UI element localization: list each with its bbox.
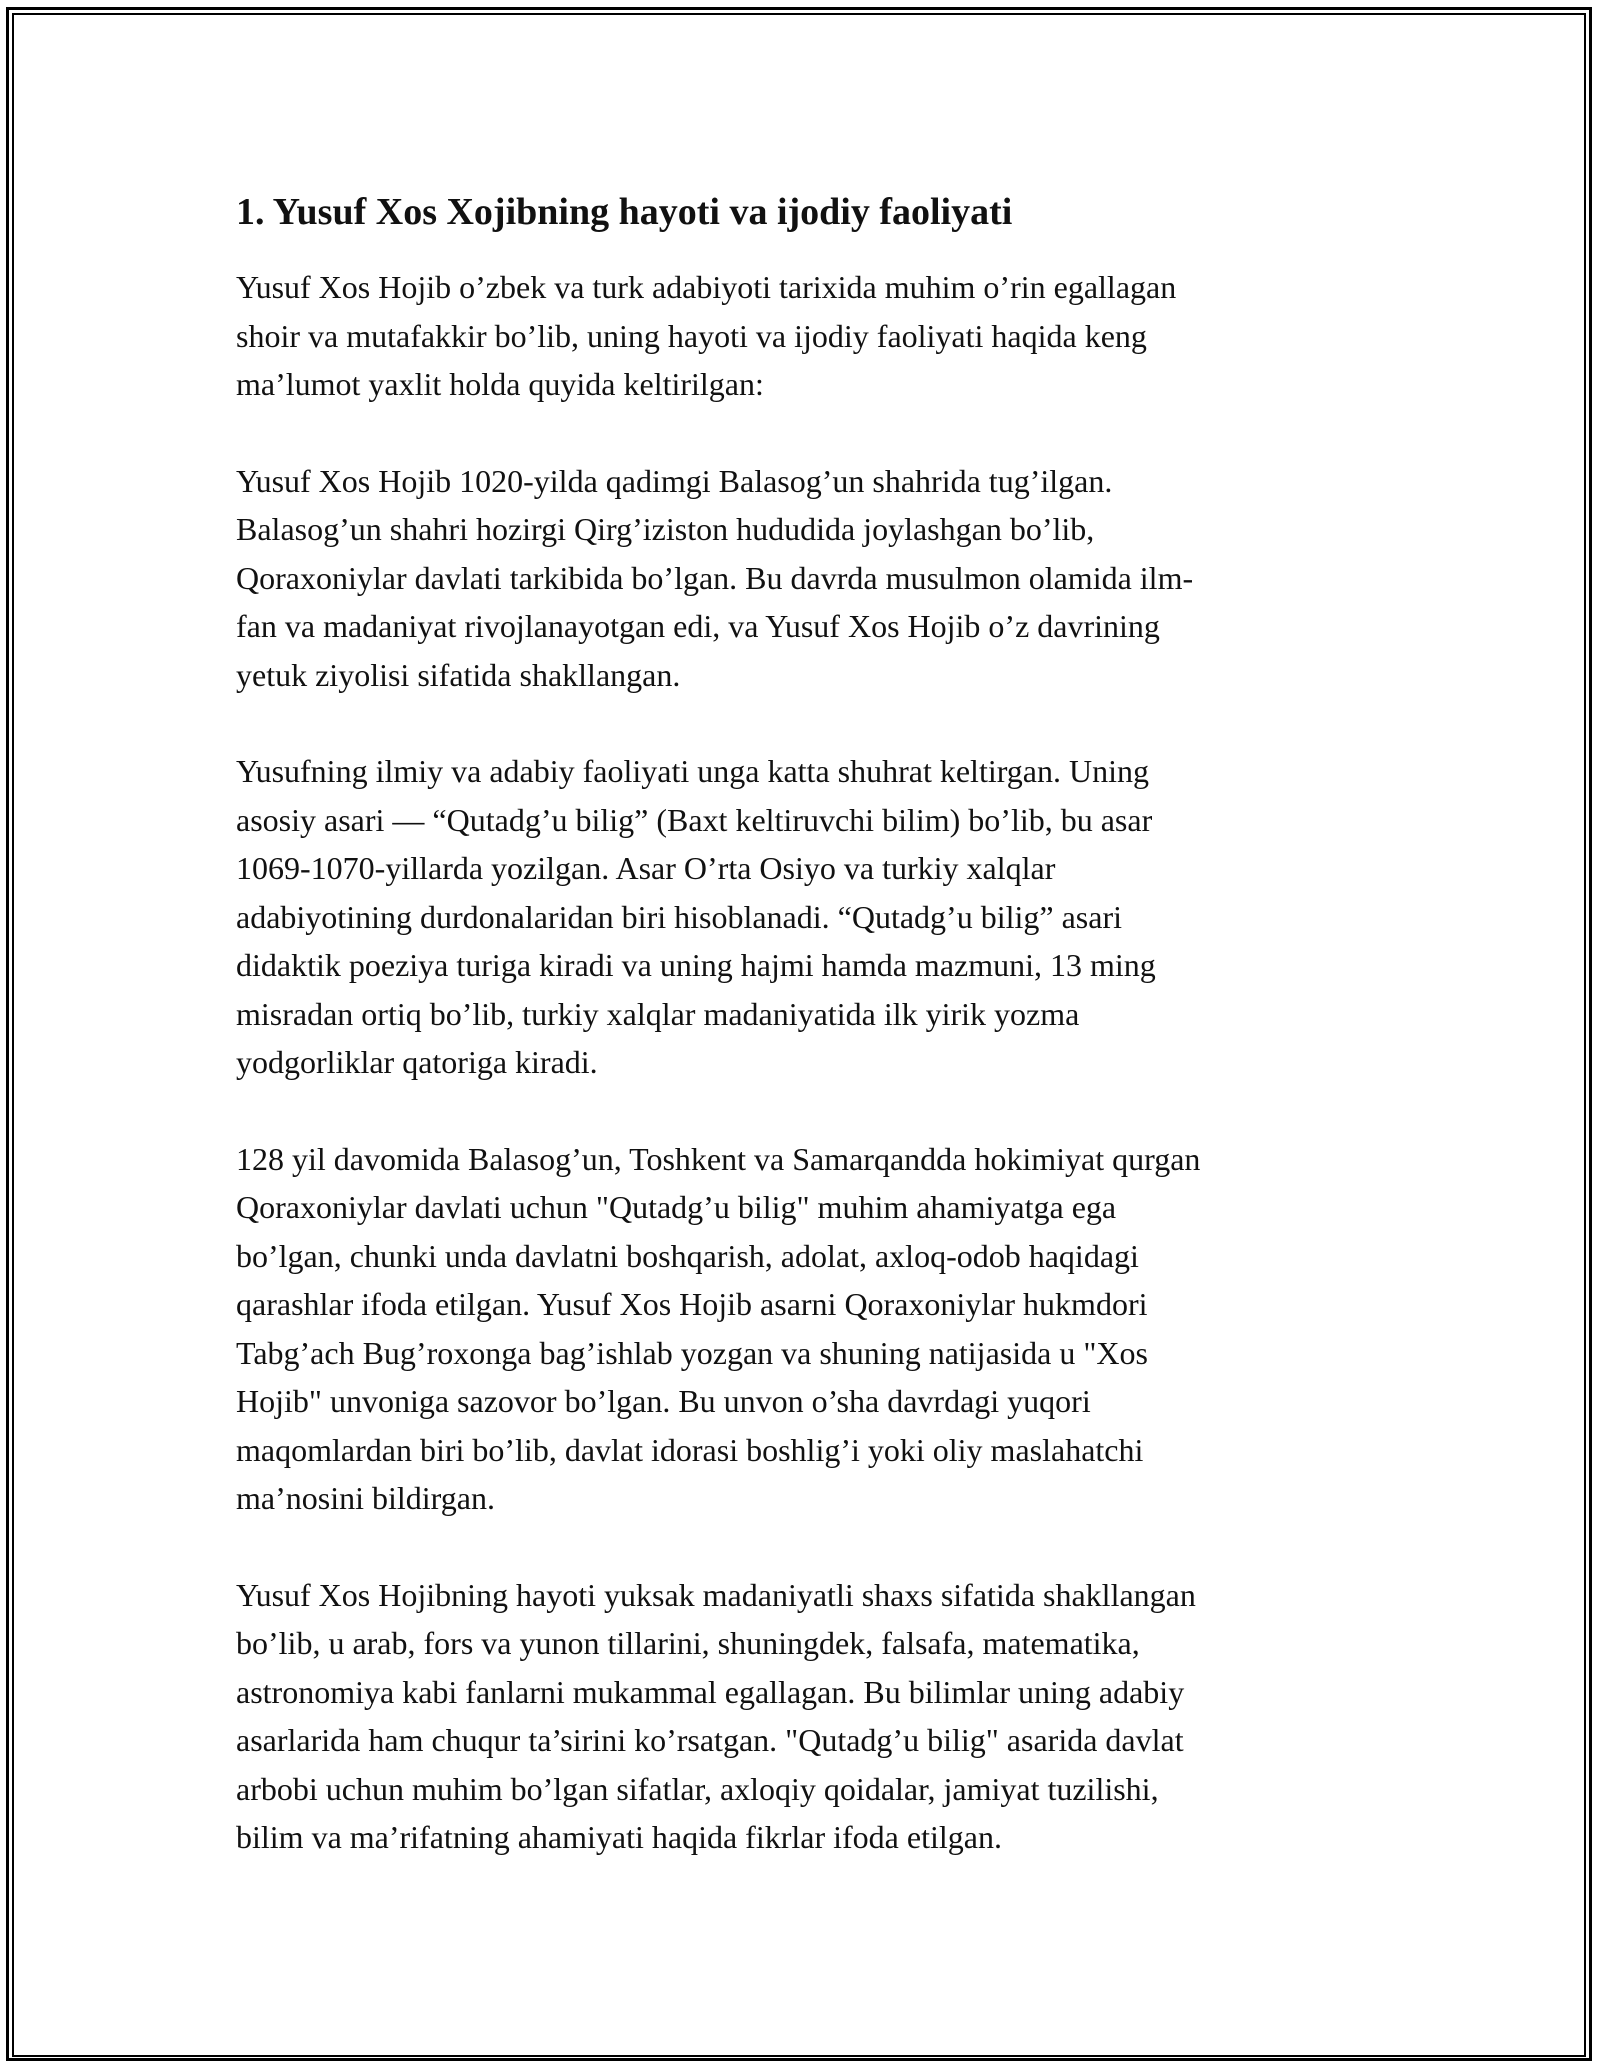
paragraph	[236, 1135, 1356, 1523]
paragraph-line: maqomlardan biri bo’lib, davlat idorasi boshlig’i yoki oliy maslahatchi	[236, 1431, 1144, 1468]
paragraph-line: Hojib" unvoniga sazovor bo’lgan. Bu unvon o’sha davrdagi yuqori	[236, 1383, 1091, 1419]
paragraph-line: bilim va ma’rifatning ahamiyati haqida fikrlar ifoda etilgan.	[236, 1819, 1002, 1855]
paragraph-line: 1069-1070-yillarda yozilgan. Asar O’rta Osiyo va turkiy xalqlar	[236, 850, 1056, 886]
paragraph-line: Qoraxoniylar davlati uchun "Qutadg’u bilig" muhim ahamiyatga ega	[236, 1189, 1117, 1225]
paragraph-line: misradan ortiq bo’lib, turkiy xalqlar madaniyatida ilk yirik yozma	[236, 995, 1080, 1032]
paragraph-line: asosiy asari — “Qutadg’u bilig” (Baxt keltiruvchi bilim) bo’lib, bu asar	[236, 801, 1153, 838]
paragraph	[236, 1571, 1356, 1862]
paragraph-line: bo’lib, u arab, fors va yunon tillarini, shuningdek, falsafa, matematika,	[236, 1625, 1140, 1661]
paragraph-list	[236, 263, 1356, 1862]
paragraph	[236, 457, 1356, 700]
paragraph-line: arbobi uchun muhim bo’lgan sifatlar, axloqiy qoidalar, jamiyat tuzilishi,	[236, 1770, 1159, 1807]
paragraph-line: didaktik poeziya turiga kiradi va uning hajmi hamda mazmuni, 13 ming	[236, 947, 1156, 983]
paragraph-line: bo’lgan, chunki unda davlatni boshqarish, adolat, axloq-odob haqidagi	[236, 1237, 1139, 1274]
paragraph-line: shoir va mutafakkir bo’lib, uning hayoti va ijodiy faoliyati haqida keng	[236, 317, 1147, 354]
paragraph-line: Qoraxoniylar davlati tarkibida bo’lgan. Bu davrda musulmon olamida ilm-	[236, 559, 1194, 596]
paragraph	[236, 747, 1356, 1087]
paragraph-line: 128 yil davomida Balasog’un, Toshkent va Samarqandda hokimiyat qurgan	[236, 1140, 1201, 1177]
paragraph-line: yetuk ziyolisi sifatida shakllangan.	[236, 656, 681, 693]
paragraph-line: ma’nosini bildirgan.	[236, 1480, 495, 1516]
paragraph-line: Yusuf Xos Hojibning hayoti yuksak madaniyatli shaxs sifatida shakllangan	[236, 1576, 1196, 1613]
paragraph-line: asarlarida ham chuqur ta’sirini ko’rsatgan. "Qutadg’u bilig" asarida davlat	[236, 1722, 1184, 1758]
paragraph-line: yodgorliklar qatoriga kiradi.	[236, 1044, 598, 1080]
page-title: 1. Yusuf Xos Xojibning hayoti va ijodiy faoliyati	[236, 191, 1013, 233]
paragraph-line: adabiyotining durdonalaridan biri hisoblanadi. “Qutadg’u bilig” asari	[236, 898, 1122, 935]
paragraph-line: astronomiya kabi fanlarni mukammal egallagan. Bu bilimlar uning adabiy	[236, 1673, 1185, 1710]
paragraph-line: qarashlar ifoda etilgan. Yusuf Xos Hojib asarni Qoraxoniylar hukmdori	[236, 1286, 1148, 1322]
paragraph-line: Balasog’un shahri hozirgi Qirg’iziston hududida joylashgan bo’lib,	[236, 511, 1095, 547]
paragraph	[236, 263, 1356, 409]
paragraph-line: Tabg’ach Bug’roxonga bag’ishlab yozgan va shuning natijasida u "Xos	[236, 1334, 1148, 1371]
document-body	[236, 187, 1356, 1910]
paragraph-line: Yusuf Xos Hojib 1020-yilda qadimgi Balasog’un shahrida tug’ilgan.	[236, 462, 1113, 499]
paragraph-line: ma’lumot yaxlit holda quyida keltirilgan:	[236, 366, 764, 402]
paragraph-line: Yusufning ilmiy va adabiy faoliyati unga katta shuhrat keltirgan. Uning	[236, 753, 1149, 789]
paragraph-line: fan va madaniyat rivojlanayotgan edi, va Yusuf Xos Hojib o’z davrining	[236, 608, 1160, 644]
paragraph-line: Yusuf Xos Hojib o’zbek va turk adabiyoti tarixida muhim o’rin egallagan	[236, 269, 1177, 305]
